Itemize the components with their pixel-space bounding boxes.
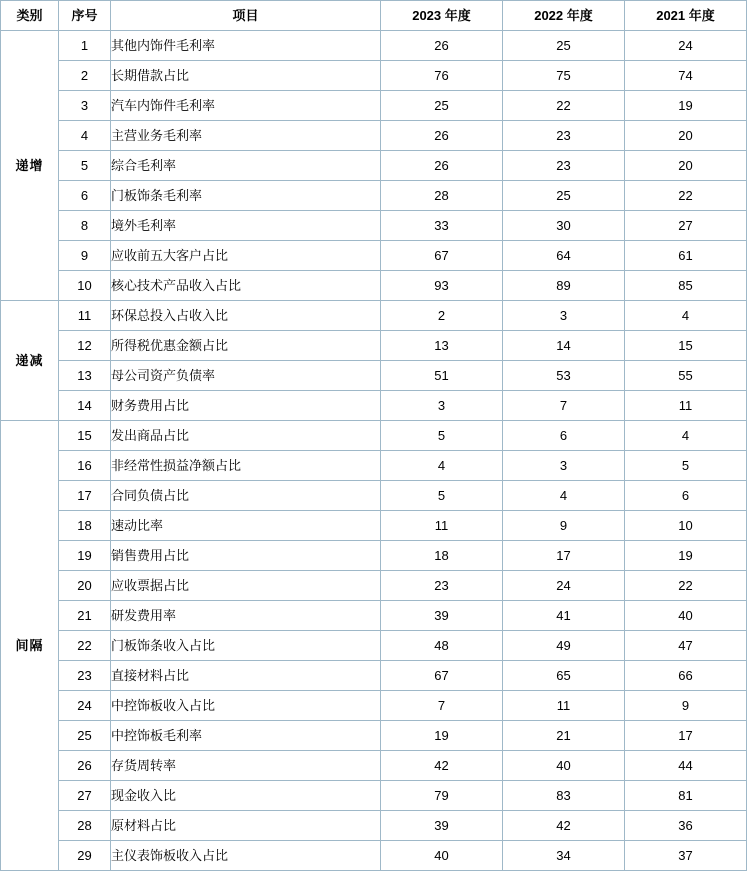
value-2021: 19 <box>625 91 747 121</box>
table-body <box>1 31 747 871</box>
value-2023: 19 <box>381 721 503 751</box>
row-item-name: 环保总投入占收入比 <box>111 301 381 331</box>
row-index: 3 <box>59 91 111 121</box>
table-row <box>1 91 747 121</box>
value-2021: 20 <box>625 121 747 151</box>
table-row <box>1 541 747 571</box>
value-2023: 26 <box>381 151 503 181</box>
value-2021: 55 <box>625 361 747 391</box>
category-cell: 递减 <box>1 301 59 421</box>
table-row <box>1 691 747 721</box>
row-item-name: 研发费用率 <box>111 601 381 631</box>
row-index: 24 <box>59 691 111 721</box>
row-index: 23 <box>59 661 111 691</box>
value-2021: 74 <box>625 61 747 91</box>
row-index: 19 <box>59 541 111 571</box>
row-item-name: 合同负债占比 <box>111 481 381 511</box>
value-2021: 22 <box>625 181 747 211</box>
value-2021: 6 <box>625 481 747 511</box>
table-row <box>1 121 747 151</box>
row-item-name: 门板饰条收入占比 <box>111 631 381 661</box>
row-item-name: 综合毛利率 <box>111 151 381 181</box>
value-2021: 4 <box>625 421 747 451</box>
value-2022: 64 <box>503 241 625 271</box>
value-2023: 67 <box>381 241 503 271</box>
row-item-name: 应收前五大客户占比 <box>111 241 381 271</box>
value-2022: 23 <box>503 151 625 181</box>
row-item-name: 主营业务毛利率 <box>111 121 381 151</box>
row-index: 28 <box>59 811 111 841</box>
row-item-name: 直接材料占比 <box>111 661 381 691</box>
header-year-2021: 2021 年度 <box>625 1 747 31</box>
value-2021: 10 <box>625 511 747 541</box>
row-index: 15 <box>59 421 111 451</box>
value-2022: 23 <box>503 121 625 151</box>
table-row <box>1 631 747 661</box>
value-2021: 5 <box>625 451 747 481</box>
row-item-name: 所得税优惠金额占比 <box>111 331 381 361</box>
table-row <box>1 811 747 841</box>
value-2022: 4 <box>503 481 625 511</box>
value-2021: 19 <box>625 541 747 571</box>
row-index: 26 <box>59 751 111 781</box>
value-2022: 75 <box>503 61 625 91</box>
row-index: 27 <box>59 781 111 811</box>
row-index: 18 <box>59 511 111 541</box>
row-index: 6 <box>59 181 111 211</box>
row-index: 25 <box>59 721 111 751</box>
value-2022: 41 <box>503 601 625 631</box>
row-index: 21 <box>59 601 111 631</box>
value-2022: 14 <box>503 331 625 361</box>
table-row <box>1 181 747 211</box>
value-2021: 47 <box>625 631 747 661</box>
value-2023: 33 <box>381 211 503 241</box>
row-index: 16 <box>59 451 111 481</box>
value-2021: 66 <box>625 661 747 691</box>
row-index: 2 <box>59 61 111 91</box>
row-index: 11 <box>59 301 111 331</box>
value-2023: 23 <box>381 571 503 601</box>
value-2023: 26 <box>381 31 503 61</box>
table-row <box>1 751 747 781</box>
value-2023: 25 <box>381 91 503 121</box>
header-year-2023: 2023 年度 <box>381 1 503 31</box>
row-item-name: 存货周转率 <box>111 751 381 781</box>
value-2023: 51 <box>381 361 503 391</box>
value-2022: 22 <box>503 91 625 121</box>
value-2022: 30 <box>503 211 625 241</box>
value-2022: 21 <box>503 721 625 751</box>
value-2023: 11 <box>381 511 503 541</box>
value-2023: 7 <box>381 691 503 721</box>
value-2023: 18 <box>381 541 503 571</box>
value-2023: 39 <box>381 811 503 841</box>
value-2023: 28 <box>381 181 503 211</box>
value-2023: 5 <box>381 481 503 511</box>
table-row <box>1 361 747 391</box>
value-2021: 40 <box>625 601 747 631</box>
value-2023: 76 <box>381 61 503 91</box>
value-2023: 2 <box>381 301 503 331</box>
row-item-name: 境外毛利率 <box>111 211 381 241</box>
value-2022: 11 <box>503 691 625 721</box>
table-row <box>1 511 747 541</box>
value-2022: 7 <box>503 391 625 421</box>
value-2021: 85 <box>625 271 747 301</box>
value-2022: 42 <box>503 811 625 841</box>
row-index: 8 <box>59 211 111 241</box>
row-index: 5 <box>59 151 111 181</box>
table-row <box>1 271 747 301</box>
table-row <box>1 301 747 331</box>
table-row <box>1 61 747 91</box>
value-2022: 3 <box>503 301 625 331</box>
row-item-name: 发出商品占比 <box>111 421 381 451</box>
value-2023: 26 <box>381 121 503 151</box>
value-2022: 24 <box>503 571 625 601</box>
table-row <box>1 481 747 511</box>
value-2021: 4 <box>625 301 747 331</box>
value-2021: 24 <box>625 31 747 61</box>
header-category: 类别 <box>1 1 59 31</box>
row-item-name: 非经常性损益净额占比 <box>111 451 381 481</box>
row-index: 9 <box>59 241 111 271</box>
value-2022: 34 <box>503 841 625 871</box>
value-2022: 89 <box>503 271 625 301</box>
row-item-name: 原材料占比 <box>111 811 381 841</box>
header-row <box>1 1 747 31</box>
row-item-name: 汽车内饰件毛利率 <box>111 91 381 121</box>
value-2022: 83 <box>503 781 625 811</box>
table-row <box>1 391 747 421</box>
header-index: 序号 <box>59 1 111 31</box>
row-item-name: 其他内饰件毛利率 <box>111 31 381 61</box>
row-index: 22 <box>59 631 111 661</box>
row-index: 20 <box>59 571 111 601</box>
row-index: 1 <box>59 31 111 61</box>
table-row <box>1 661 747 691</box>
value-2021: 17 <box>625 721 747 751</box>
row-item-name: 中控饰板毛利率 <box>111 721 381 751</box>
value-2023: 40 <box>381 841 503 871</box>
table-header <box>1 1 747 31</box>
row-item-name: 销售费用占比 <box>111 541 381 571</box>
row-item-name: 主仪表饰板收入占比 <box>111 841 381 871</box>
table-row <box>1 211 747 241</box>
value-2021: 22 <box>625 571 747 601</box>
table-row <box>1 451 747 481</box>
table-row <box>1 151 747 181</box>
value-2023: 79 <box>381 781 503 811</box>
row-item-name: 门板饰条毛利率 <box>111 181 381 211</box>
value-2021: 44 <box>625 751 747 781</box>
category-cell: 递增 <box>1 31 59 301</box>
row-index: 10 <box>59 271 111 301</box>
value-2021: 20 <box>625 151 747 181</box>
row-item-name: 核心技术产品收入占比 <box>111 271 381 301</box>
value-2022: 3 <box>503 451 625 481</box>
row-index: 17 <box>59 481 111 511</box>
value-2021: 9 <box>625 691 747 721</box>
value-2022: 25 <box>503 181 625 211</box>
value-2022: 17 <box>503 541 625 571</box>
row-item-name: 中控饰板收入占比 <box>111 691 381 721</box>
row-index: 29 <box>59 841 111 871</box>
value-2021: 11 <box>625 391 747 421</box>
table-row <box>1 421 747 451</box>
row-item-name: 应收票据占比 <box>111 571 381 601</box>
value-2023: 67 <box>381 661 503 691</box>
value-2023: 3 <box>381 391 503 421</box>
value-2023: 4 <box>381 451 503 481</box>
table-row <box>1 571 747 601</box>
header-item: 项目 <box>111 1 381 31</box>
value-2023: 13 <box>381 331 503 361</box>
value-2021: 81 <box>625 781 747 811</box>
row-index: 4 <box>59 121 111 151</box>
row-item-name: 速动比率 <box>111 511 381 541</box>
value-2021: 61 <box>625 241 747 271</box>
table-row <box>1 31 747 61</box>
table-row <box>1 841 747 871</box>
value-2022: 9 <box>503 511 625 541</box>
value-2021: 37 <box>625 841 747 871</box>
table-row <box>1 241 747 271</box>
value-2023: 5 <box>381 421 503 451</box>
value-2021: 15 <box>625 331 747 361</box>
value-2022: 40 <box>503 751 625 781</box>
value-2023: 48 <box>381 631 503 661</box>
row-item-name: 母公司资产负债率 <box>111 361 381 391</box>
value-2022: 25 <box>503 31 625 61</box>
row-item-name: 现金收入比 <box>111 781 381 811</box>
value-2022: 65 <box>503 661 625 691</box>
value-2023: 93 <box>381 271 503 301</box>
category-cell: 间隔 <box>1 421 59 871</box>
row-index: 12 <box>59 331 111 361</box>
header-year-2022: 2022 年度 <box>503 1 625 31</box>
table-row <box>1 781 747 811</box>
row-item-name: 财务费用占比 <box>111 391 381 421</box>
row-index: 14 <box>59 391 111 421</box>
value-2021: 27 <box>625 211 747 241</box>
value-2023: 39 <box>381 601 503 631</box>
value-2022: 49 <box>503 631 625 661</box>
table-row <box>1 331 747 361</box>
row-item-name: 长期借款占比 <box>111 61 381 91</box>
table-row <box>1 601 747 631</box>
table-row <box>1 721 747 751</box>
value-2022: 6 <box>503 421 625 451</box>
value-2021: 36 <box>625 811 747 841</box>
value-2023: 42 <box>381 751 503 781</box>
row-index: 13 <box>59 361 111 391</box>
value-2022: 53 <box>503 361 625 391</box>
